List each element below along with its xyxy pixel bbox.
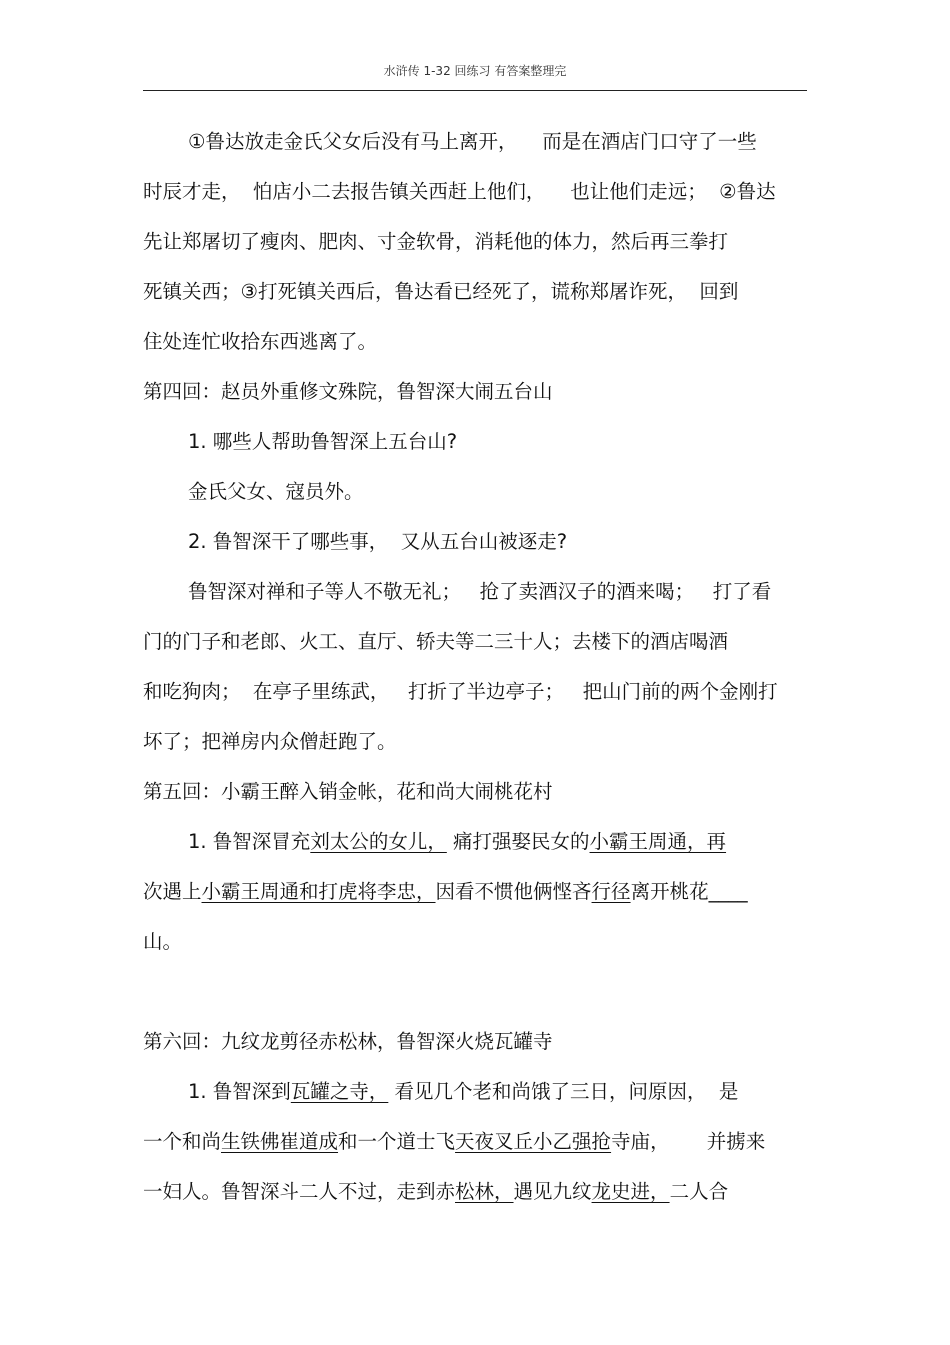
page-header: 水浒传 1-32 回练习 有答案整理完: [383, 64, 567, 78]
text-span: 痛打强娶民女的: [446, 830, 590, 853]
text-span: 1. 鲁智深到: [188, 1080, 291, 1103]
underlined-answer: 瓦罐之寺，: [290, 1080, 389, 1103]
underlined-answer: 生铁佛崔道成: [221, 1130, 339, 1153]
question: 2. 鲁智深干了哪些事， 又从五台山被逐走?: [188, 530, 568, 553]
chapter-title: 第五回：小霸王醉入销金帐，花和尚大闹桃花村: [143, 780, 553, 803]
text-span: 和一个道士飞: [338, 1130, 456, 1153]
underlined-answer: 天夜叉丘小乙强抢: [455, 1130, 612, 1153]
answer-line: 鲁智深对禅和子等人不敬无礼； 抢了卖酒汉子的酒来喝； 打了看: [188, 580, 772, 603]
text-span: 因看不惯他俩悭吝: [435, 880, 592, 903]
paragraph-line: ①鲁达放走金氏父女后没有马上离开， 而是在酒店门口守了一些: [188, 130, 757, 153]
answer-line: 门的门子和老郎、火工、直厅、轿夫等二三十人；去楼下的酒店喝酒: [143, 630, 729, 653]
underlined-answer: 刘太公的女儿，: [310, 830, 447, 853]
text-span: 看见几个老和尚饿了三日，问原因， 是: [388, 1080, 739, 1103]
header-rule: [143, 90, 807, 91]
fill-blank-line: [143, 1128, 765, 1156]
chapter-title: 第六回：九纹龙剪径赤松林，鲁智深火烧瓦罐寺: [143, 1030, 553, 1053]
underlined-answer: 龙史进，: [591, 1180, 670, 1203]
fill-blank-line: [143, 878, 748, 906]
answer-line: 坏了；把禅房内众僧赶跑了。: [143, 730, 397, 753]
text-span: 次遇上: [143, 880, 202, 903]
text-span: 一个和尚: [143, 1130, 222, 1153]
paragraph-line: 住处连忙收拾东西逃离了。: [143, 330, 378, 353]
underlined-answer: 松林，: [455, 1180, 514, 1203]
question: 1. 哪些人帮助鲁智深上五台山?: [188, 430, 458, 453]
underlined-answer: 小霸王周通和打虎将李忠，: [201, 880, 436, 903]
paragraph-line: 时辰才走， 怕店小二去报告镇关西赶上他们， 也让他们走远； ②鲁达: [143, 180, 776, 203]
fill-blank-line: [188, 1078, 738, 1106]
answer-line: 和吃狗肉； 在亭子里练武， 打折了半边亭子； 把山门前的两个金刚打: [143, 680, 778, 703]
underlined-answer: 行径: [591, 880, 631, 903]
chapter-title: 第四回：赵员外重修文殊院，鲁智深大闹五台山: [143, 380, 553, 403]
text-span: 二人合: [669, 1180, 729, 1203]
blank: ____: [708, 880, 748, 903]
text-span: 寺庙， 并掳来: [611, 1130, 766, 1153]
paragraph-line: 死镇关西；③打死镇关西后，鲁达看已经死了，谎称郑屠诈死， 回到: [143, 280, 739, 303]
paragraph-line: 山。: [143, 930, 183, 953]
answer: 金氏父女、寇员外。: [188, 480, 364, 503]
paragraph-line: 先让郑屠切了瘦肉、肥肉、寸金软骨，消耗他的体力，然后再三拳打: [143, 230, 729, 253]
text-span: 一妇人。鲁智深斗二人不过，走到赤: [143, 1180, 456, 1203]
text-span: 遇见九纹: [513, 1180, 592, 1203]
fill-blank-line: [188, 828, 726, 856]
text-span: 1. 鲁智深冒充: [188, 830, 311, 853]
underlined-answer: 小霸王周通，再: [589, 830, 727, 853]
fill-blank-line: [143, 1178, 728, 1206]
text-span: 离开桃花: [630, 880, 709, 903]
